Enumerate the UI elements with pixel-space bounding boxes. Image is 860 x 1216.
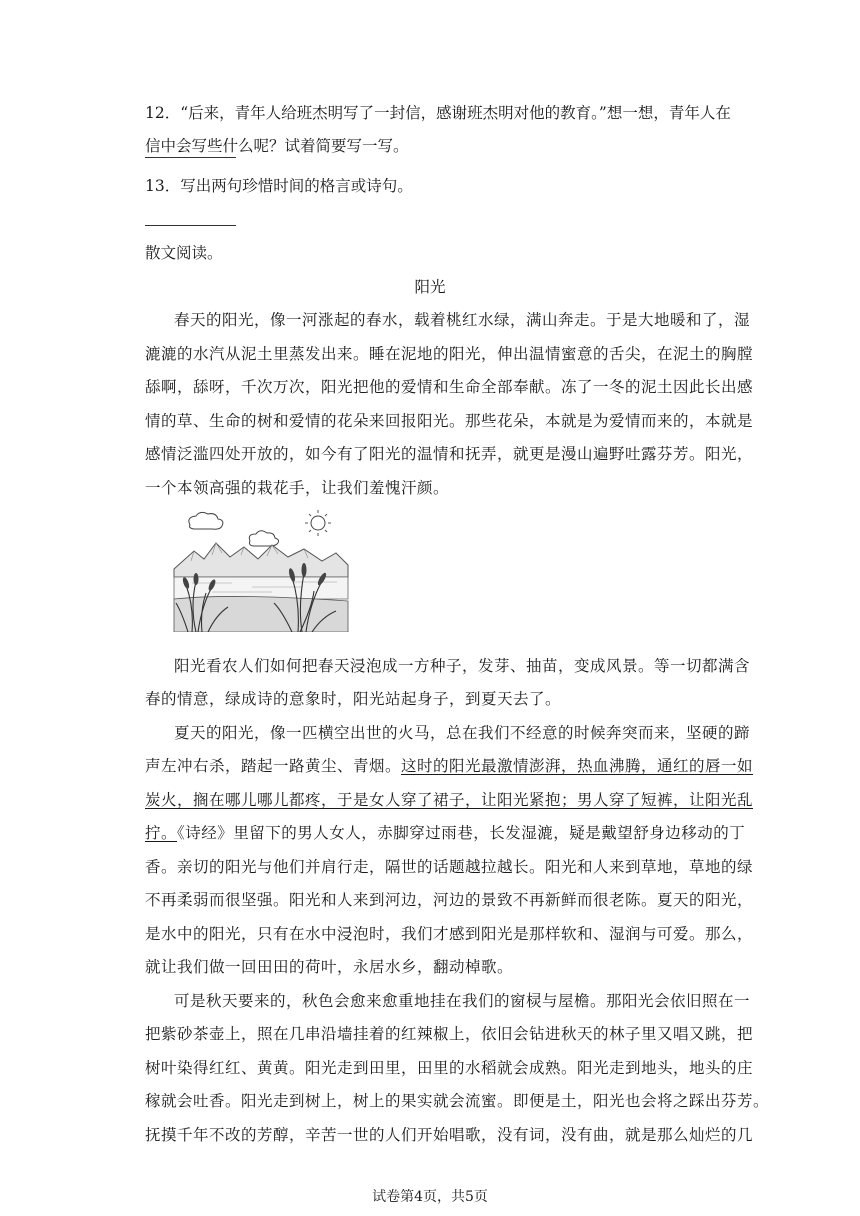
q13-text: 13．写出两句珍惜时间的格言或诗句。 [145, 177, 413, 195]
page-footer: 试卷第4页，共5页 [372, 1189, 488, 1205]
mountains [174, 543, 348, 577]
ground [174, 596, 348, 632]
p4-line: 可是秋天要来的，秋色会愈来愈重地挂在我们的窗棂与屋檐。那阳光会依旧照在一 [174, 992, 751, 1010]
section-label: 散文阅读。 [145, 244, 223, 262]
p1-line: 舔啊，舔呀，千次万次，阳光把他的爱情和生命全部奉献。冻了一冬的泥土因此长出感 [145, 378, 754, 396]
cloud-icon [189, 512, 223, 529]
p1-line: 春天的阳光，像一河涨起的春水，载着桃红水绿，满山奔走。于是大地暖和了，湿 [174, 311, 751, 329]
landscape-illustration [172, 507, 350, 632]
p3-text: 《诗经》里留下的男人女人，赤脚穿过雨巷，长发湿漉，疑是戴望舒身边移动的丁 [177, 824, 746, 842]
p1-line: 情的草、生命的树和爱情的花朵来回报阳光。那些花朵，本就是为爱情而来的，本就是 [145, 412, 754, 430]
underlined-sentence: 拧。 [145, 824, 178, 842]
q13-answer-blank[interactable] [145, 225, 236, 226]
p1-line: 一个本领高强的栽花手，让我们羞愧汗颜。 [145, 479, 450, 497]
p3-line [145, 821, 746, 843]
p2-line: 阳光看农人们如何把春天浸泡成一方种子，发芽、抽苗，变成风景。等一切都满含 [174, 657, 751, 675]
p2-line: 春的情意，绿成诗的意象时，阳光站起身子，到夏天去了。 [145, 690, 562, 708]
q12-line-2: 信中会写些什么呢？试着简要写一写。 [145, 137, 409, 155]
q12-line-1: 12．“后来，青年人给班杰明写了一封信，感谢班杰明对他的教育。”想一想，青年人在 [145, 104, 731, 122]
p4-line: 稼就会吐香。阳光走到树上，树上的果实就会流蜜。即便是土，阳光也会将之踩出芬芳。 [145, 1092, 770, 1110]
p3-line: 不再柔弱而很坚强。阳光和人来到河边，河边的景致不再新鲜而很老陈。夏天的阳光， [145, 891, 754, 909]
p4-line: 把紫砂茶壶上，照在几串沿墙挂着的红辣椒上，依旧会钻进秋天的林子里又唱又跳，把 [145, 1025, 754, 1043]
p4-line: 树叶染得红红、黄黄。阳光走到田里，田里的水稻就会成熟。阳光走到地头，地头的庄 [145, 1059, 754, 1077]
sun-icon [311, 516, 325, 530]
underlined-sentence: 炭火，搁在哪儿哪儿都疼，于是女人穿了裙子，让阳光紧抱；男人穿了短裤，让阳光乱 [145, 791, 754, 809]
p3-line: 夏天的阳光，像一匹横空出世的火马，总在我们不经意的时候奔突而来，坚硬的蹄 [174, 724, 751, 742]
cloud-icon [249, 531, 278, 546]
p4-line: 抚摸千年不改的芳醇，辛苦一世的人们开始唱歌，没有词，没有曲，就是那么灿烂的几 [145, 1126, 754, 1144]
p1-line: 感情泛滥四处开放的，如今有了阳光的温情和抚弄，就更是漫山遍野吐露芬芳。阳光， [145, 445, 754, 463]
p3-line: 香。亲切的阳光与他们并肩行走，隔世的话题越拉越长。阳光和人来到草地，草地的绿 [145, 858, 754, 876]
underlined-sentence: 这时的阳光最激情澎湃，热血沸腾，通红的唇一如 [401, 757, 754, 775]
p3-line: 就让我们做一回田田的荷叶，永居水乡，翻动棹歌。 [145, 958, 514, 976]
p1-line: 漉漉的水汽从泥土里蒸发出来。睡在泥地的阳光，伸出温情蜜意的舌尖，在泥土的胸膛 [145, 345, 754, 363]
p3-line: 是水中的阳光，只有在水中浸泡时，我们才感到阳光是那样软和、湿润与可爱。那么， [145, 925, 754, 943]
q12-answer-blank[interactable] [145, 157, 236, 158]
article-title: 阳光 [414, 278, 446, 296]
p3-line [145, 754, 754, 776]
p3-text: 声左冲右杀，踏起一路黄尘、青烟。 [145, 757, 402, 775]
